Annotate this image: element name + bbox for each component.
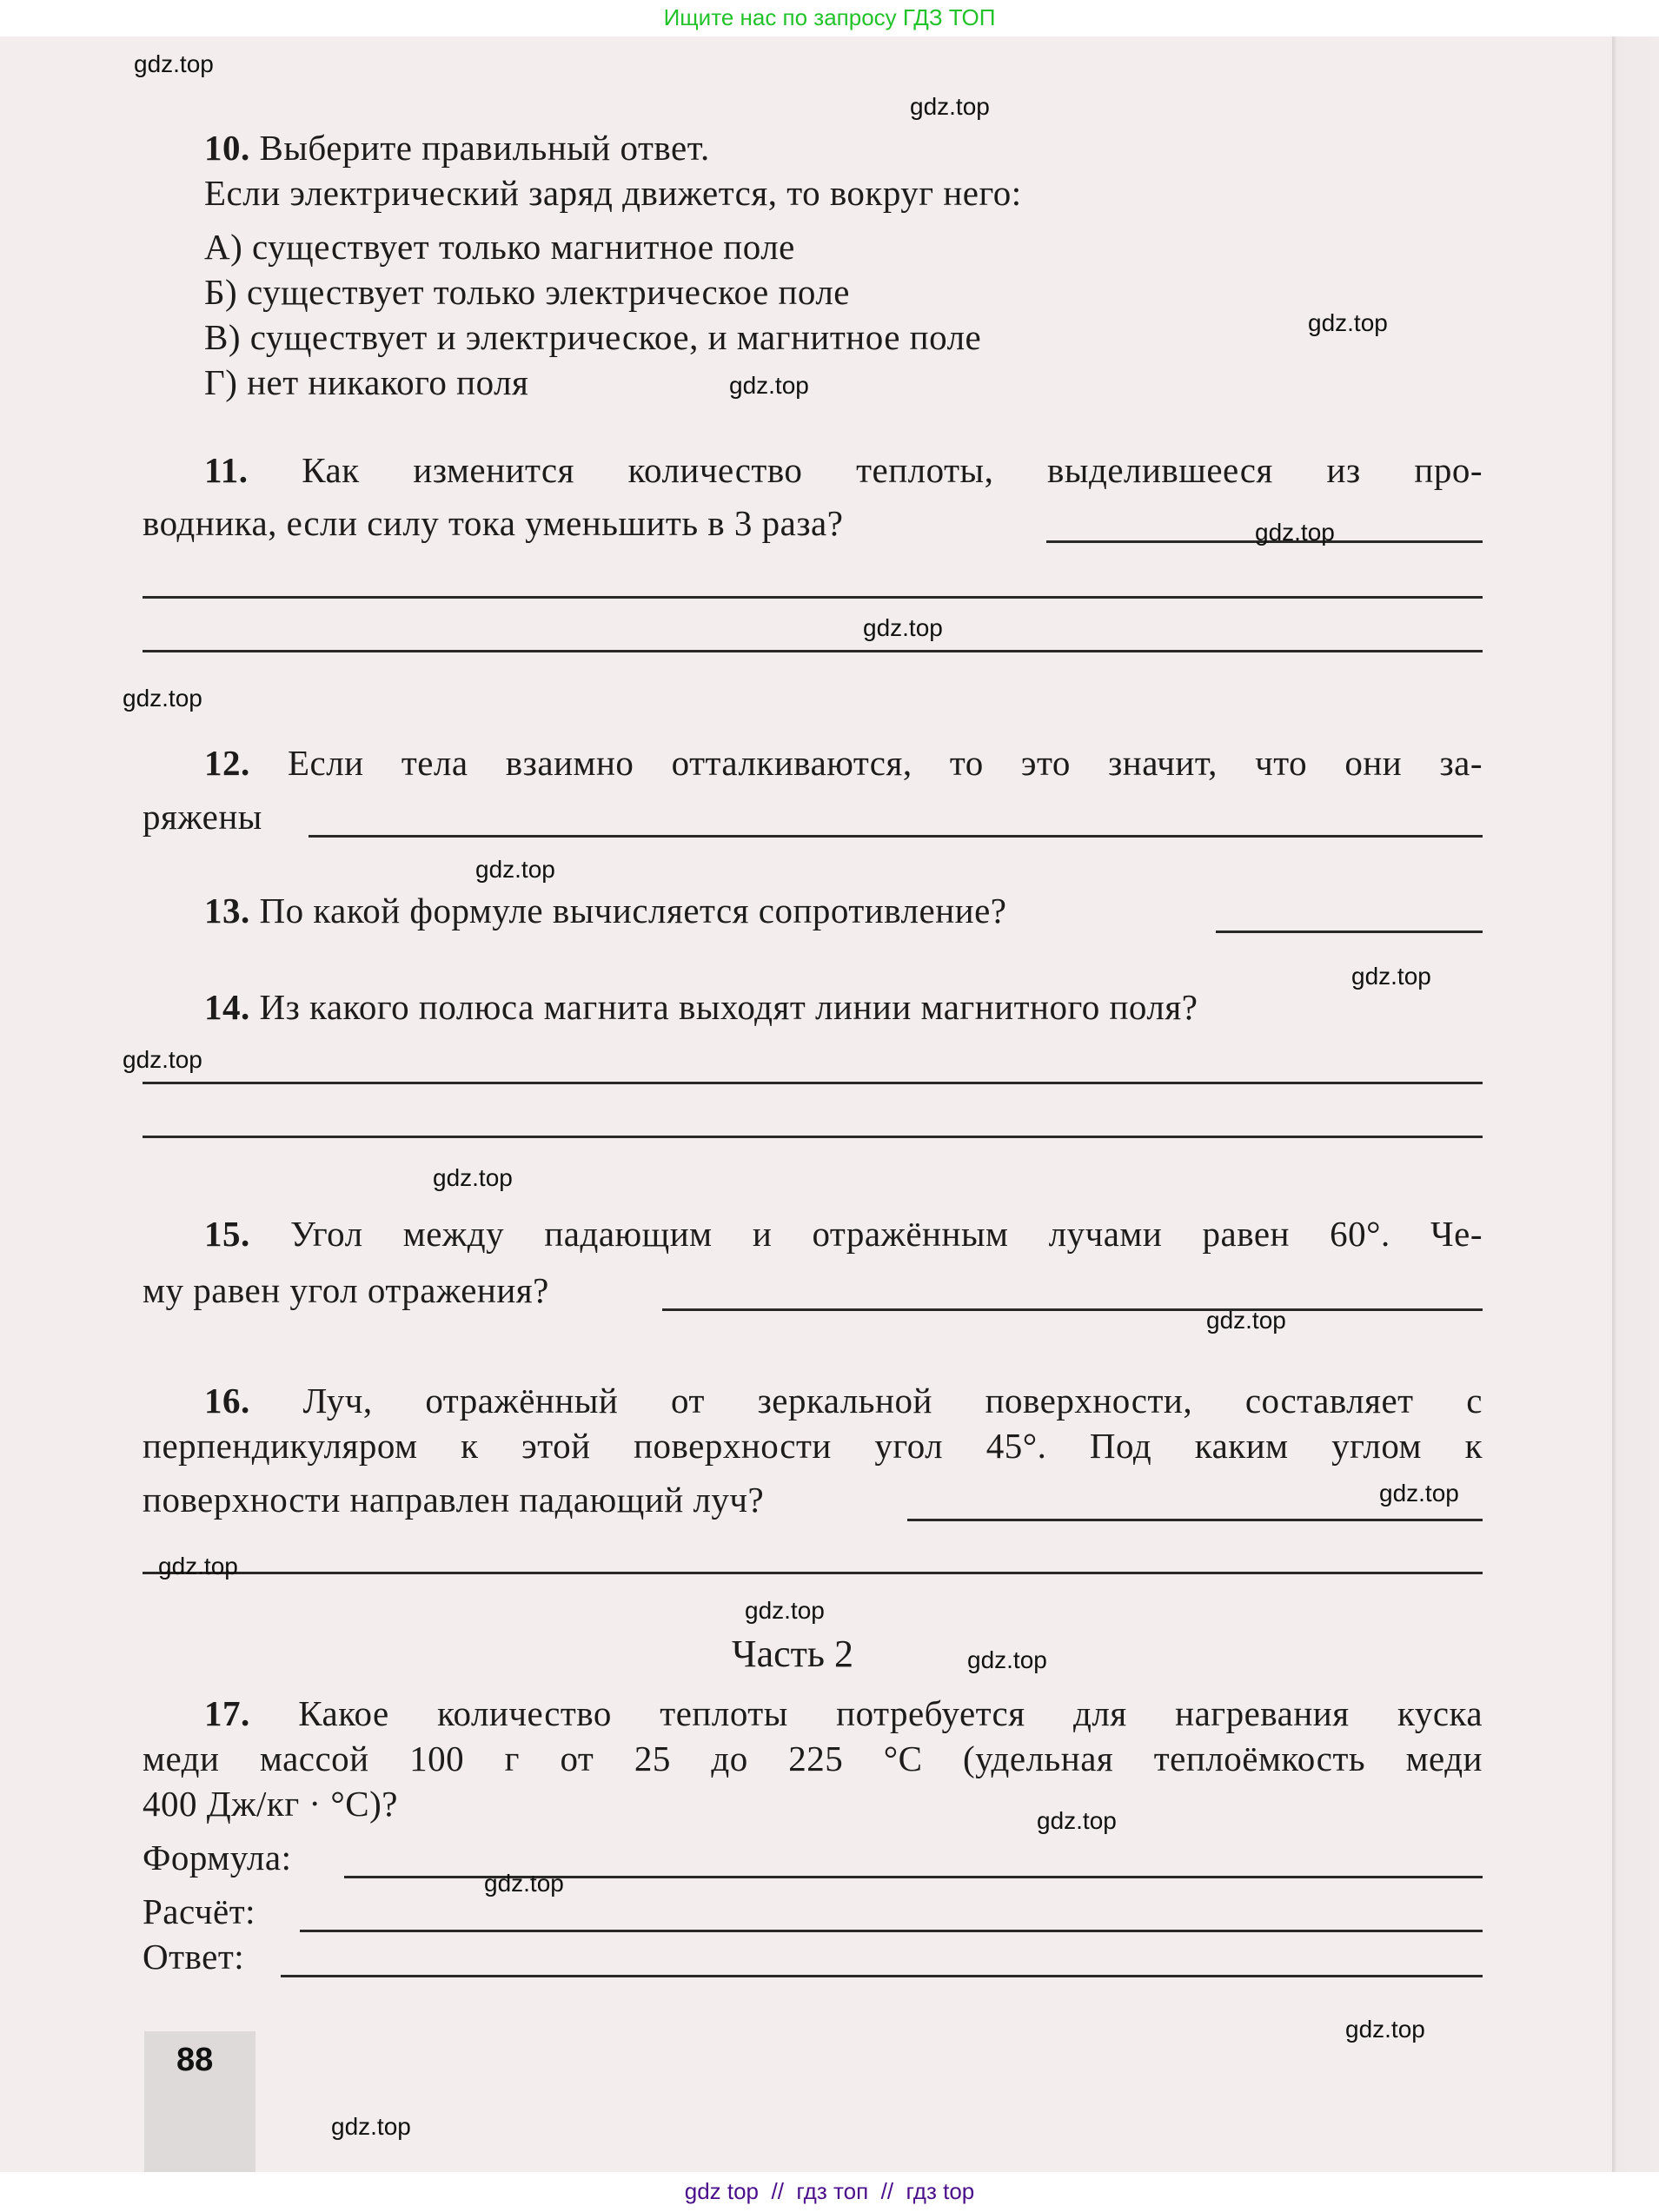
- q17-line1: [143, 1691, 1483, 1736]
- q11-line2: водника, если силу тока уменьшить в 3 раза?: [143, 503, 844, 543]
- watermark: gdz.top: [433, 1164, 513, 1191]
- watermark: gdz.top: [967, 1646, 1047, 1673]
- q15-number: 15.: [204, 1214, 250, 1254]
- watermark: gdz.top: [158, 1553, 238, 1580]
- page-number: 88: [176, 2042, 214, 2078]
- q14-line1: [204, 984, 1198, 1030]
- q12-line1: [143, 740, 1483, 785]
- q13-answer-line[interactable]: [1216, 930, 1483, 933]
- q15-text: Угол между падающим и отражённым лучами равен 60°. Че-: [289, 1214, 1483, 1254]
- answer-label: Ответ:: [143, 1937, 245, 1977]
- watermark: gdz.top: [1345, 2016, 1425, 2043]
- q10-number: 10.: [204, 128, 250, 168]
- q15-line1: [143, 1211, 1483, 1256]
- watermark: gdz.top: [863, 614, 943, 641]
- q12-answer-line[interactable]: [309, 835, 1483, 838]
- watermark: gdz.top: [1255, 519, 1335, 546]
- top-banner: [0, 0, 1659, 36]
- q10-title-text: Выберите правильный ответ.: [259, 128, 710, 168]
- q16-line2: перпендикуляром к этой поверхности угол 45°. Под каким углом к: [143, 1426, 1483, 1466]
- q14-text: Из какого полюса магнита выходят линии магнитного поля?: [259, 987, 1198, 1027]
- q16-text: Луч, отражённый от зеркальной поверхности, составляет с: [302, 1381, 1483, 1421]
- q13-line1: [204, 888, 1007, 933]
- formula-label: Формула:: [143, 1838, 292, 1878]
- watermark: gdz.top: [1206, 1307, 1286, 1334]
- watermark: gdz.top: [745, 1597, 825, 1624]
- q14-answer-line-2[interactable]: [143, 1136, 1483, 1138]
- q14-number: 14.: [204, 987, 250, 1027]
- q17-line2: меди массой 100 г от 25 до 225 °С (удельная теплоёмкость меди: [143, 1738, 1483, 1778]
- watermark: gdz.top: [910, 93, 990, 120]
- bottom-banner: [0, 2172, 1659, 2212]
- watermark: gdz.top: [729, 372, 809, 399]
- q13-text: По какой формуле вычисляется сопротивление?: [259, 891, 1007, 930]
- q11-number: 11.: [204, 450, 249, 490]
- q10-stem: Если электрический заряд движется, то вокруг него:: [204, 173, 1022, 213]
- q12-line2: ряжены: [143, 797, 262, 837]
- q10-option-c[interactable]: В) существует и электрическое, и магнитное поле: [204, 317, 982, 357]
- watermark: gdz.top: [1351, 963, 1431, 990]
- watermark: gdz.top: [134, 50, 214, 77]
- watermark: gdz.top: [1379, 1480, 1459, 1507]
- q15-line2: му равен угол отражения?: [143, 1270, 549, 1310]
- q17-number: 17.: [204, 1693, 250, 1733]
- final-answer-line[interactable]: [281, 1975, 1483, 1977]
- page-fold-edge: [1612, 36, 1659, 2172]
- q13-number: 13.: [204, 891, 250, 930]
- q12-number: 12.: [204, 743, 250, 783]
- q10-title: [204, 125, 710, 170]
- watermark: gdz.top: [484, 1870, 564, 1897]
- watermark: gdz.top: [123, 1046, 202, 1073]
- q17-text: Какое количество теплоты потребуется для нагревания куска: [298, 1693, 1483, 1733]
- q14-answer-line-1[interactable]: [143, 1082, 1483, 1084]
- q11-line1: [143, 447, 1483, 493]
- watermark: gdz.top: [1037, 1807, 1117, 1834]
- q11-answer-line-2[interactable]: [143, 596, 1483, 599]
- q16-answer-line-1[interactable]: [907, 1519, 1483, 1521]
- calc-answer-line[interactable]: [300, 1930, 1483, 1932]
- q16-answer-line-2[interactable]: [143, 1572, 1483, 1574]
- watermark: gdz.top: [331, 2113, 411, 2140]
- q16-number: 16.: [204, 1381, 250, 1421]
- watermark: gdz.top: [475, 856, 555, 883]
- watermark: gdz.top: [123, 685, 202, 712]
- q11-text: Как изменится количество теплоты, выделившееся из про-: [302, 450, 1483, 490]
- q16-line1: [143, 1378, 1483, 1423]
- q12-text: Если тела взаимно отталкиваются, то это значит, что они за-: [287, 743, 1483, 783]
- q17-line3: 400 Дж/кг · °С)?: [143, 1784, 398, 1824]
- q11-answer-line-3[interactable]: [143, 650, 1483, 652]
- q10-option-d[interactable]: Г) нет никакого поля: [204, 362, 529, 402]
- q10-option-b[interactable]: Б) существует только электрическое поле: [204, 272, 851, 312]
- top-banner-text: Ищите нас по запросу ГДЗ ТОП: [663, 4, 996, 30]
- q15-answer-line[interactable]: [662, 1308, 1483, 1311]
- q16-line3: поверхности направлен падающий луч?: [143, 1480, 765, 1520]
- calc-label: Расчёт:: [143, 1891, 256, 1931]
- watermark: gdz.top: [1308, 309, 1388, 336]
- bottom-banner-text[interactable]: gdz top // гдз топ // гдз top: [684, 2178, 975, 2204]
- q10-option-a[interactable]: А) существует только магнитное поле: [204, 227, 795, 267]
- part-2-heading: Часть 2: [732, 1633, 853, 1675]
